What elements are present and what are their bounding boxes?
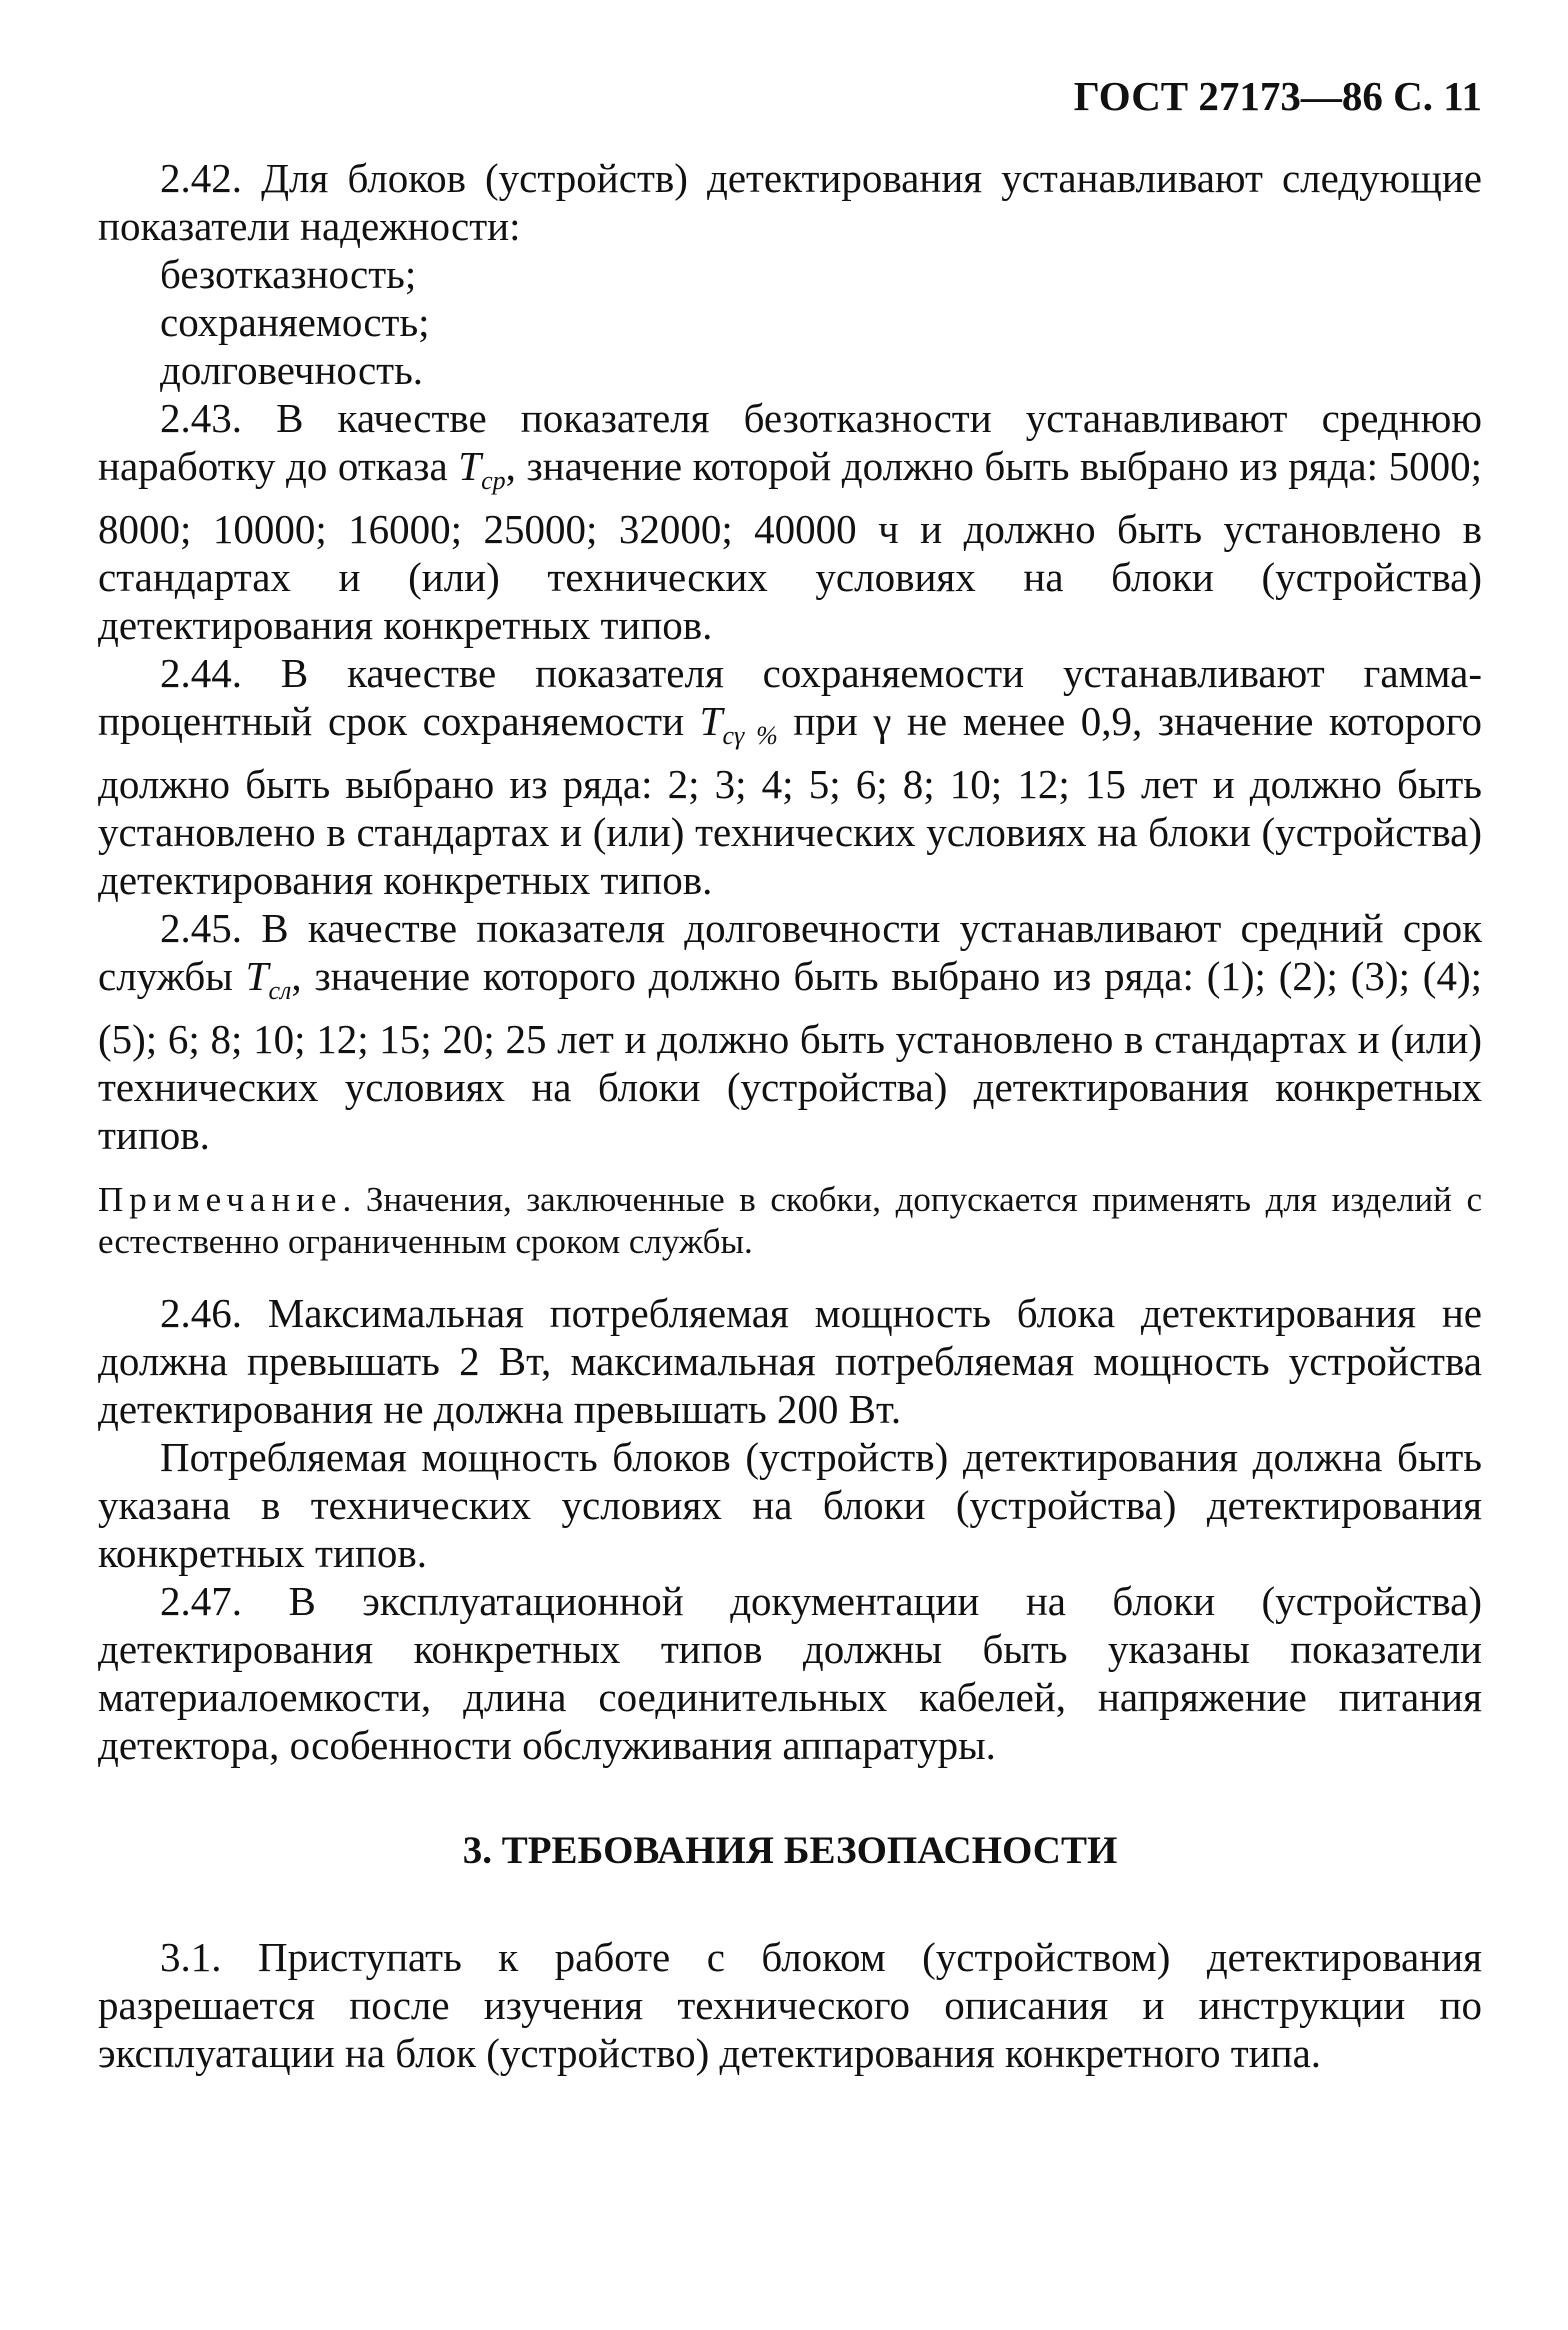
paragraph-2-46-power: Потребляемая мощность блоков (устройств) детектирования должна быть указана в технических условиях на блоки (устройства) детектирования конкретных типов. xyxy=(98,1434,1482,1576)
list-item-storability: сохраняемость; xyxy=(160,299,430,345)
list-item-durability: долговечность. xyxy=(160,347,424,393)
paragraph-2-45-text-cont: , значение которого должно быть выбрано из ряда: (1); (2); (3); (4); (5); 6; 8; 10; 12; 15; 20; 25 лет и должно быть установлено в стандартах и (или) технических условиях на блоки (устройства) детектирования конкретных типов. xyxy=(98,953,1483,1158)
subscript-sr: ср xyxy=(481,466,506,495)
paragraph-3-1: 3.1. Приступать к работе с блоком (устройством) детектирования разрешается после изучения технического описания и инструкции по эксплуатации на блок (устройство) детектирования конкретного типа. xyxy=(98,1934,1482,2076)
note-text: . Значения, заключенные в скобки, допускается применять для изделий с естественно ограниченным сроком службы. xyxy=(98,1180,1482,1261)
subscript-sg: сγ % xyxy=(722,721,778,750)
paragraph-2-46: 2.46. Максимальная потребляемая мощность блока детектирования не должна превышать 2 Вт, максимальная потребляемая мощность устройства детектирования не должна превышать 200 Вт. xyxy=(98,1290,1482,1432)
paragraph-2-42: 2.42. Для блоков (устройств) детектирования устанавливают следующие показатели надежности: xyxy=(98,155,1482,249)
document-page xyxy=(98,70,1482,2077)
page-header: ГОСТ 27173—86 С. 11 xyxy=(1073,73,1482,119)
paragraph-2-43-text: 2.43. В качестве показателя безотказности устанавливают среднюю наработку до отказа xyxy=(98,395,1482,489)
subscript-sl: сл xyxy=(268,976,292,1005)
paragraph-2-47: 2.47. В эксплуатационной документации на блоки (устройства) детектирования конкретных типов должны быть указаны показатели материалоемкости, длина соединительных кабелей, напряжение питания детектора, особенности обслуживания аппаратуры. xyxy=(98,1578,1482,1768)
paragraph-2-44-text: 2.44. В качестве показателя сохраняемости устанавливают гамма-процентный срок сохраняемости xyxy=(98,650,1482,744)
paragraph-2-43 xyxy=(98,394,1482,649)
note-label: Примечание xyxy=(98,1180,343,1219)
list-item-reliability: безотказность; xyxy=(160,251,417,297)
paragraph-2-44-text-cont: при γ не менее 0,9, значение которого должно быть выбрано из ряда: 2; 3; 4; 5; 6; 8; 10; 12; 15 лет и должно быть установлено в стандартах и (или) технических условиях на блоки (устройства) детектирования конкретных типов. xyxy=(98,698,1482,903)
symbol-t-storage: T xyxy=(699,698,723,744)
note xyxy=(98,1179,1482,1263)
symbol-t-service: T xyxy=(245,953,269,999)
symbol-t-mean-time: T xyxy=(458,443,482,489)
paragraph-2-44 xyxy=(98,649,1482,904)
paragraph-2-43-text-cont: , значение которой должно быть выбрано из ряда: 5000; 8000; 10000; 16000; 25000; 32000; 40000 ч и должно быть установлено в стандартах и (или) технических условиях на блоки (устройства) детектирования конкретных типов. xyxy=(98,443,1482,648)
section-title-safety: 3. ТРЕБОВАНИЯ БЕЗОПАСНОСТИ xyxy=(462,1829,1118,1872)
paragraph-2-45 xyxy=(98,904,1482,1159)
paragraph-2-45-text: 2.45. В качестве показателя долговечности устанавливают средний срок службы xyxy=(98,905,1482,999)
